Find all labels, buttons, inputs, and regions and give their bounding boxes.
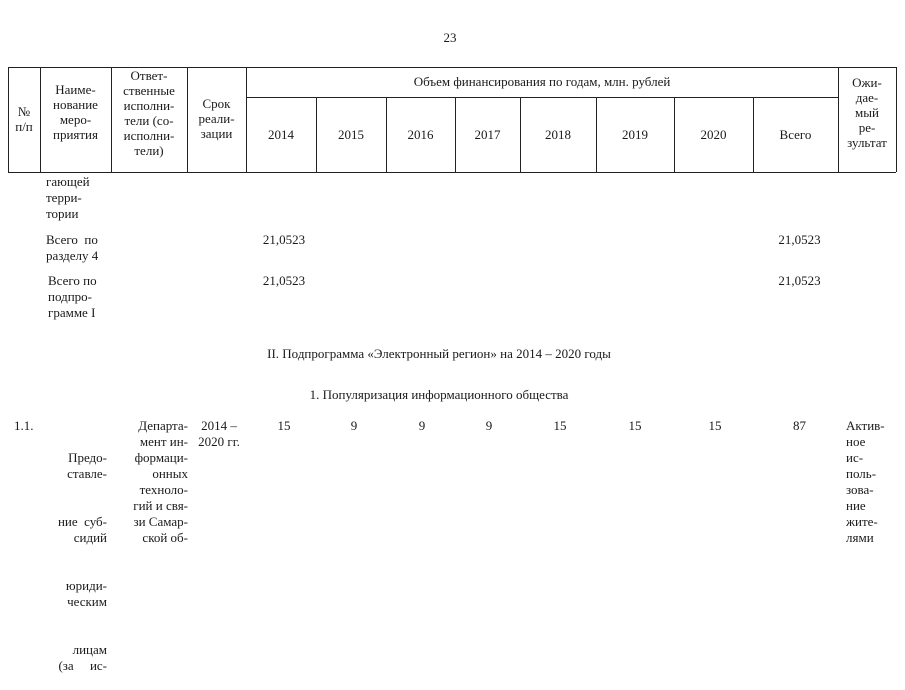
total-section-2014: 21,0523	[262, 232, 306, 247]
header-year-2019: 2019	[622, 127, 648, 142]
row-value-2020: 15	[708, 418, 722, 433]
header-num: № п/п	[15, 104, 33, 134]
row-value-2014: 15	[277, 418, 291, 433]
row-responsible: Департа- мент ин- формаци- онных техноло- гий и свя- зи Самар- ской об-	[133, 418, 188, 545]
row-name: Предо- ставле- ние суб- сидий юриди- ческим лицам (за ис-	[57, 450, 107, 673]
row-value-2015: 9	[350, 418, 358, 433]
header-year-2020: 2020	[700, 127, 727, 142]
header-result: Ожи- дае- мый ре- зультат	[847, 75, 887, 150]
continuation-text: гающей терри- тории	[46, 174, 90, 221]
header-period: Срок реали- зации	[198, 96, 235, 141]
header-year-2016: 2016	[407, 127, 434, 142]
total-subprogram-label: Всего по подпро- грамме I	[48, 273, 97, 320]
section-title: 1. Популяризация информационного общества	[309, 387, 569, 402]
row-period: 2014 – 2020 гг.	[198, 418, 240, 449]
subprogram-title: II. Подпрограмма «Электронный регион» на 2014 – 2020 годы	[267, 346, 611, 361]
page-number: 23	[443, 30, 457, 45]
row-value-2016: 9	[418, 418, 426, 433]
total-subprogram-2014: 21,0523	[262, 273, 306, 288]
header-year-2018: 2018	[545, 127, 571, 142]
row-result: Актив- ное ис- поль- зова- ние жите- лями	[846, 418, 885, 545]
header-year-2017: 2017	[474, 127, 501, 142]
total-subprogram-sum: 21,0523	[778, 273, 821, 288]
row-value-2018: 15	[553, 418, 567, 433]
row-value-2017: 9	[485, 418, 493, 433]
header-name: Наиме- нование меро- приятия	[52, 82, 98, 142]
header-year-2014: 2014	[268, 127, 294, 142]
header-year-2015: 2015	[338, 127, 364, 142]
total-section-label: Всего по разделу 4	[46, 232, 99, 263]
total-section-sum: 21,0523	[778, 232, 821, 247]
header-total: Всего	[779, 127, 812, 142]
header-responsible: Ответ- ственные исполни- тели (со- исполни- тели)	[123, 68, 175, 158]
row-value-2019: 15	[628, 418, 642, 433]
row-value-total: 87	[793, 418, 806, 433]
row-number: 1.1.	[14, 418, 34, 433]
header-funding-title: Объем финансирования по годам, млн. рублей	[413, 74, 671, 89]
